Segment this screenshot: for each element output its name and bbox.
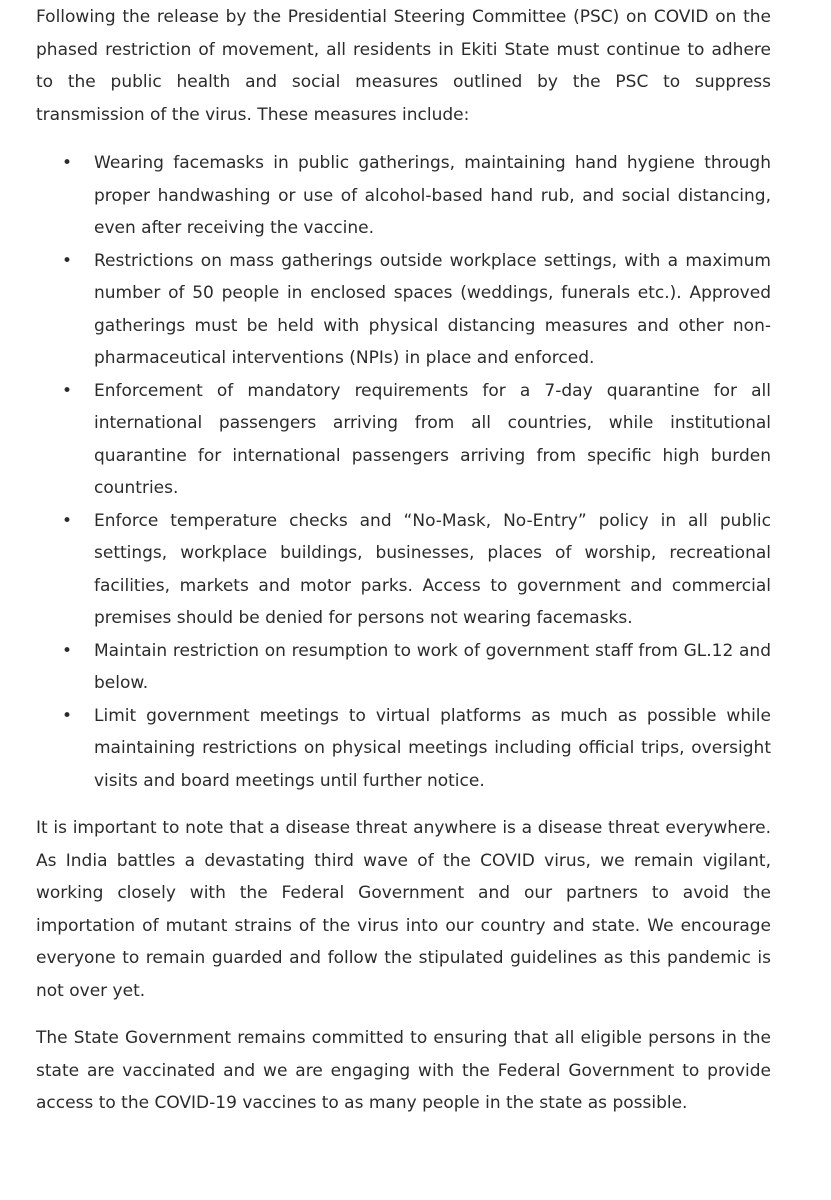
measure-text: Limit government meetings to virtual platforms as much as possible while maintaining restrictions on physical meetings including official trips, oversight visits and board meetings until further notice. <box>94 705 771 791</box>
measure-item <box>36 635 771 700</box>
document-page <box>36 0 771 1120</box>
bullet-icon: • <box>62 705 73 726</box>
measure-item <box>36 700 771 798</box>
measure-item <box>36 147 771 245</box>
bullet-icon: • <box>62 153 73 173</box>
threat-paragraph: It is important to note that a disease threat anywhere is a disease threat everywhere. As India battles a devastating third wave of the COVID virus, we remain vigilant, working closely with the Federal Government and our partners to avoid the importation of mutant strains of the virus into our country and state. We encourage everyone to remain guarded and follow the stipulated guidelines as this pandemic is not over yet. <box>36 818 771 1001</box>
bullet-icon: • <box>62 380 73 401</box>
measure-text: Restrictions on mass gatherings outside workplace settings, with a maximum number of 50 people in enclosed spaces (weddings, funerals etc.). Approved gatherings must be held with physical distancing measures and other non-pharmaceutical interventions (NPIs) in place and enforced. <box>94 250 771 368</box>
measure-item <box>36 375 771 505</box>
commitment-paragraph: The State Government remains committed to ensuring that all eligible persons in the state are vaccinated and we are engaging with the Federal Government to provide access to the COVID-19 vaccines to as many people in the state as possible. <box>36 1028 771 1113</box>
measure-text: Enforce temperature checks and “No-Mask, No-Entry” policy in all public settings, workplace buildings, businesses, places of worship, recreational facilities, markets and motor parks. Access to government and commercial premises should be denied for persons not wearing facemasks. <box>94 510 771 628</box>
measure-item <box>36 245 771 375</box>
bullet-icon: • <box>62 510 73 531</box>
bullet-icon: • <box>62 640 73 661</box>
intro-paragraph: Following the release by the Presidential Steering Committee (PSC) on COVID on the phased restriction of movement, all residents in Ekiti State must continue to adhere to the public health and social measures outlined by the PSC to suppress transmission of the virus. These measures include: <box>36 7 771 125</box>
bullet-icon: • <box>62 250 73 271</box>
measure-text: Wearing facemasks in public gatherings, maintaining hand hygiene through proper handwashing or use of alcohol-based hand rub, and social distancing, even after receiving the vaccine. <box>94 153 771 238</box>
measure-item <box>36 505 771 635</box>
measure-text: Maintain restriction on resumption to work of government staff from GL.12 and below. <box>94 640 771 693</box>
measures-list <box>36 147 771 797</box>
measure-text: Enforcement of mandatory requirements for a 7-day quarantine for all international passengers arriving from all countries, while institutional quarantine for international passengers arriving from specific high burden countries. <box>94 380 771 498</box>
